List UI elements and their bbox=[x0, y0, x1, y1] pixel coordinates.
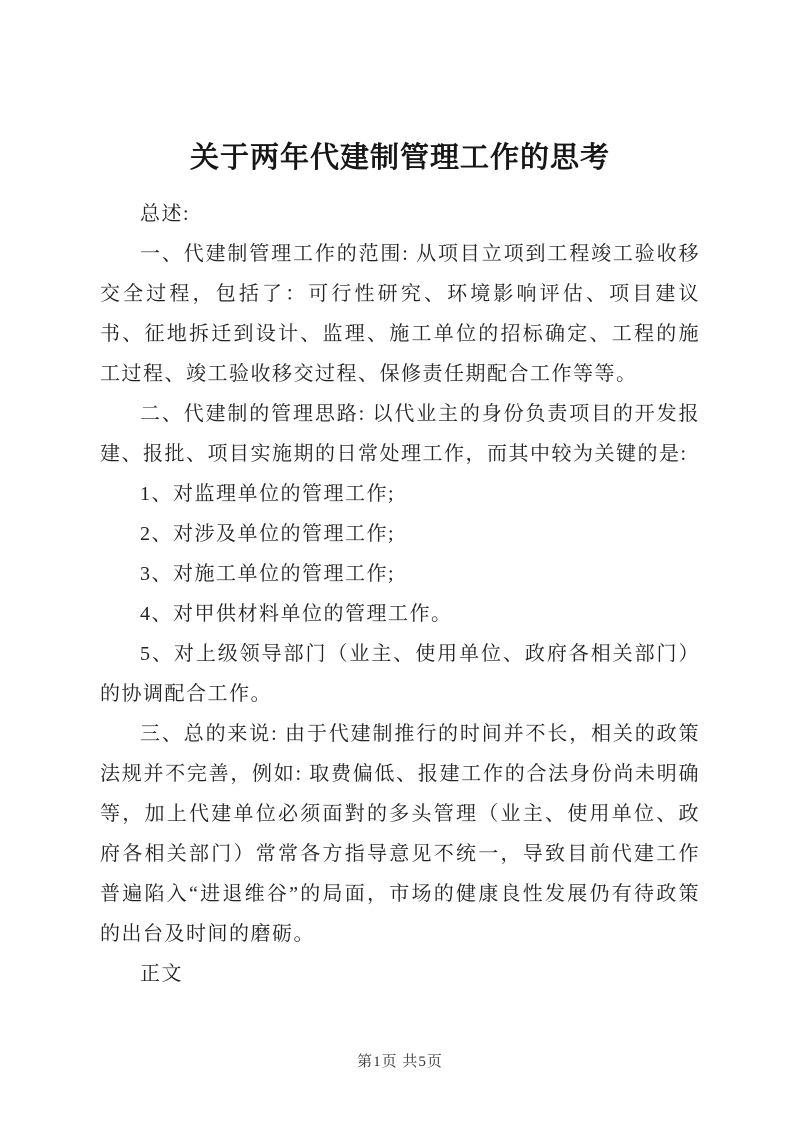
page-number-label: 第1页 共5页 bbox=[357, 1054, 443, 1070]
paragraph-1: 总述: bbox=[140, 203, 191, 225]
document-body bbox=[100, 194, 700, 994]
paragraph-10: 正文 bbox=[140, 963, 183, 985]
paragraph-6: 3、对施工单位的管理工作; bbox=[140, 563, 396, 585]
paragraph-9: 三、总的来说: 由于代建制推行的时间并不长，相关的政策法规并不完善，例如: 取费偏低、报建工作的合法身份尚未明确等，加上代建单位必须面對的多头管理（业主、使用单位、政府各相关部门）常常各方指导意见不统一，导致目前代建工作普遍陷入“进退维谷”的局面，市场的健康良性发展仍有待政策的出台及时间的磨砺。 bbox=[100, 723, 700, 945]
document-title: 关于两年代建制管理工作的思考 bbox=[189, 142, 610, 174]
paragraph-3: 二、代建制的管理思路: 以代业主的身份负责项目的开发报建、报批、项目实施期的日常处理工作，而其中较为关键的是: bbox=[100, 403, 700, 465]
paragraph-2: 一、代建制管理工作的范围: 从项目立项到工程竣工验收移交全过程，包括了：可行性研究、环境影响评估、项目建议书、征地拆迁到设计、监理、施工单位的招标确定、工程的施工过程、竣工验收移交过程、保修责任期配合工作等等。 bbox=[100, 243, 700, 385]
paragraph-4: 1、对监理单位的管理工作; bbox=[140, 483, 396, 505]
page-footer bbox=[0, 1050, 800, 1071]
paragraph-7: 4、对甲供材料单位的管理工作。 bbox=[140, 603, 453, 625]
paragraph-8: 5、对上级领导部门（业主、使用单位、政府各相关部门）的协调配合工作。 bbox=[100, 643, 700, 705]
paragraph-5: 2、对涉及单位的管理工作; bbox=[140, 523, 396, 545]
